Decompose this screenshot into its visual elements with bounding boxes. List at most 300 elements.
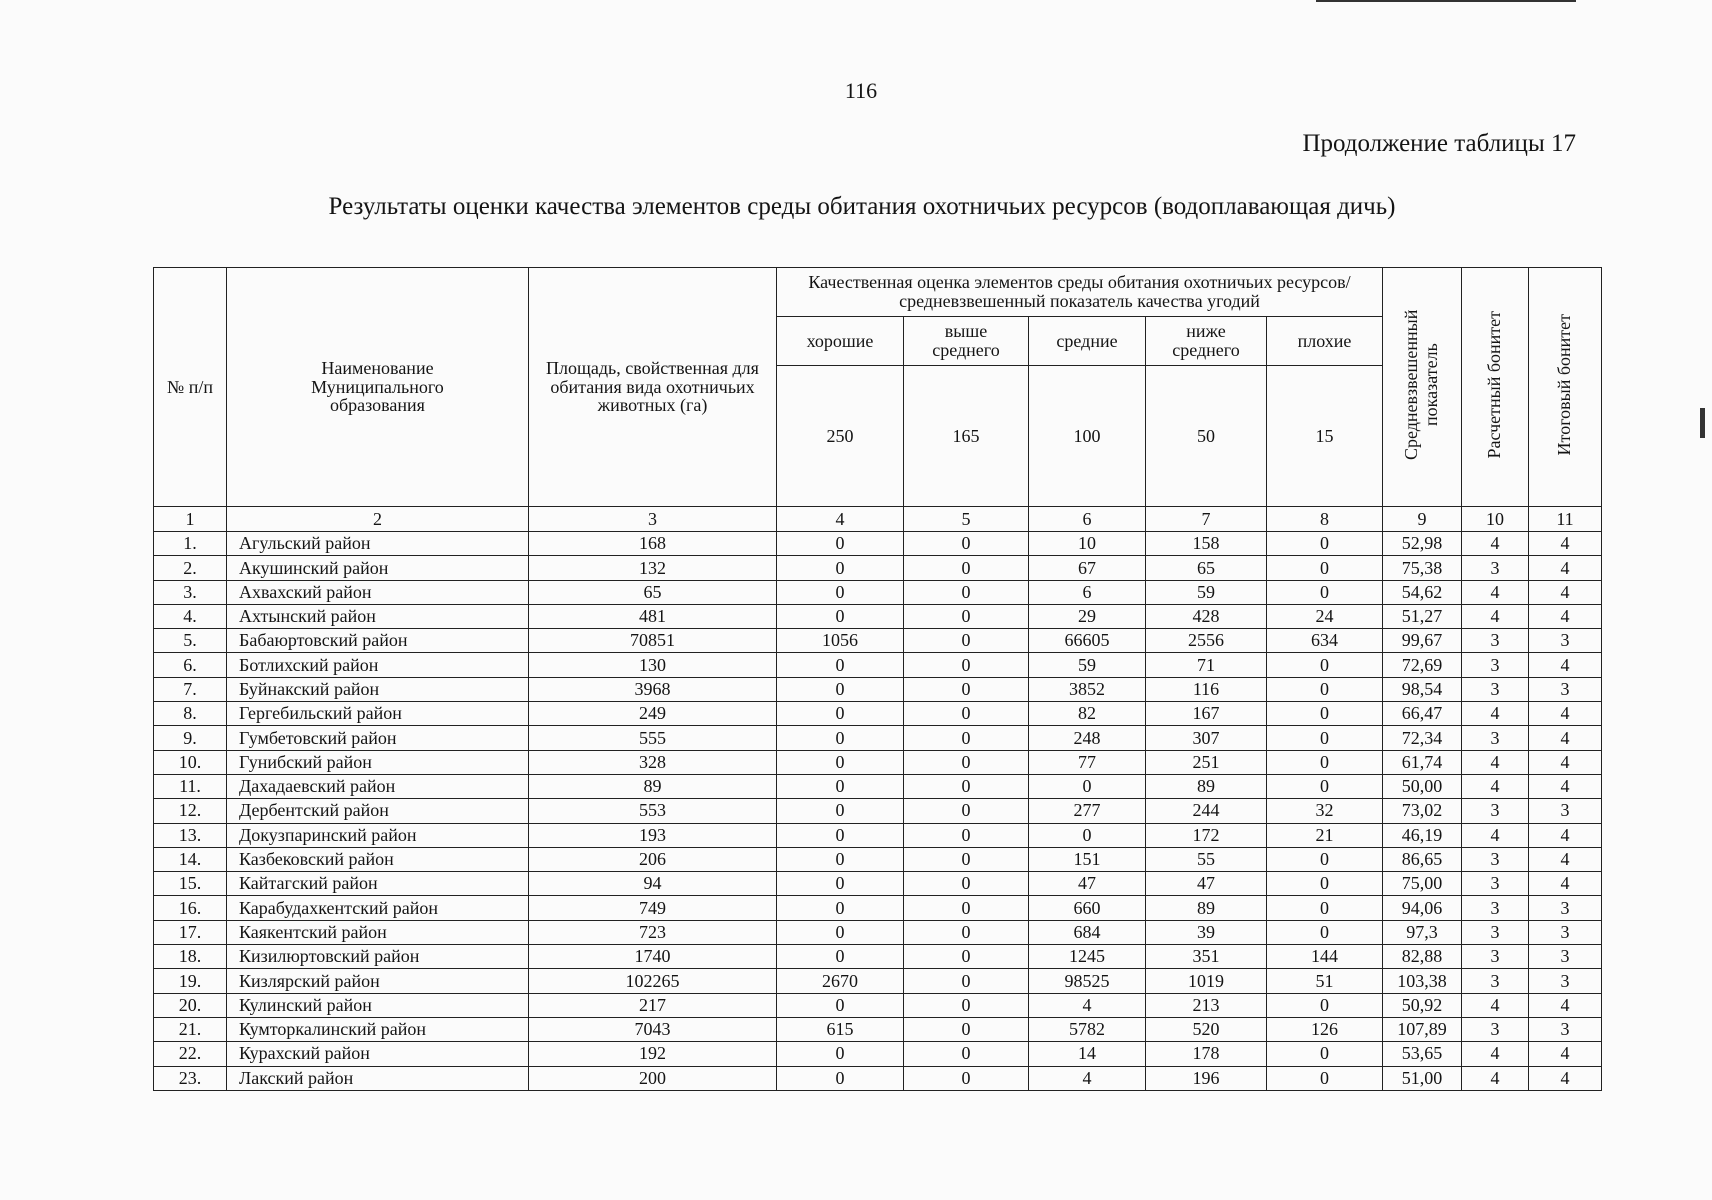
municipality-name: Акушинский район [227,556,529,580]
row-number: 1. [154,532,227,556]
average-value: 98525 [1029,969,1146,993]
continuation-label: Продолжение таблицы 17 [1302,130,1576,157]
average-value: 10 [1029,532,1146,556]
good-value: 0 [777,774,904,798]
habitat-area: 168 [529,532,777,556]
municipality-name: Кайтагский район [227,872,529,896]
column-number: 4 [777,507,904,532]
municipality-name: Докузпаринский район [227,823,529,847]
final-bonitet-value: 4 [1529,556,1602,580]
above-average-value: 0 [904,969,1029,993]
below-average-value: 89 [1146,774,1267,798]
average-value: 4 [1029,993,1146,1017]
calc-bonitet-value: 4 [1462,702,1529,726]
row-number: 3. [154,580,227,604]
below-average-value: 520 [1146,1017,1267,1041]
calc-bonitet-value: 3 [1462,847,1529,871]
above-average-value: 0 [904,1017,1029,1041]
good-value: 0 [777,993,904,1017]
municipality-name: Кулинский район [227,993,529,1017]
column-number: 1 [154,507,227,532]
header-calc-bonitet [1462,268,1529,507]
table-body [154,532,1602,1091]
municipality-name: Кизилюртовский район [227,945,529,969]
final-bonitet-value: 3 [1529,896,1602,920]
average-value: 67 [1029,556,1146,580]
calc-bonitet-value: 3 [1462,653,1529,677]
habitat-area: 130 [529,653,777,677]
average-value: 66605 [1029,629,1146,653]
page-number: 116 [844,78,878,103]
calc-bonitet-value: 4 [1462,774,1529,798]
calc-bonitet-value: 3 [1462,896,1529,920]
habitat-area: 217 [529,993,777,1017]
good-value: 0 [777,1066,904,1090]
final-bonitet-value: 4 [1529,993,1602,1017]
row-number: 9. [154,726,227,750]
good-value: 0 [777,726,904,750]
weighted-value: 75,00 [1383,872,1462,896]
row-number: 6. [154,653,227,677]
bad-value: 51 [1267,969,1383,993]
below-average-value: 244 [1146,799,1267,823]
municipality-name: Дербентский район [227,799,529,823]
calc-bonitet-value: 3 [1462,945,1529,969]
calc-bonitet-value: 4 [1462,604,1529,628]
weighted-value: 107,89 [1383,1017,1462,1041]
row-number: 7. [154,677,227,701]
good-value: 2670 [777,969,904,993]
average-value: 14 [1029,1042,1146,1066]
bad-value: 0 [1267,847,1383,871]
below-average-value: 116 [1146,677,1267,701]
bad-value: 0 [1267,726,1383,750]
table-row [154,1042,1602,1066]
weighted-value: 72,69 [1383,653,1462,677]
municipality-name: Казбековский район [227,847,529,871]
calc-bonitet-value: 4 [1462,532,1529,556]
table-row [154,993,1602,1017]
weighted-value: 98,54 [1383,677,1462,701]
above-average-value: 0 [904,896,1029,920]
above-average-value: 0 [904,702,1029,726]
above-average-value: 0 [904,799,1029,823]
row-number: 5. [154,629,227,653]
weighted-value: 51,27 [1383,604,1462,628]
municipality-name: Дахадаевский район [227,774,529,798]
below-average-value: 213 [1146,993,1267,1017]
calc-bonitet-value: 4 [1462,993,1529,1017]
header-weighted [1383,268,1462,507]
habitat-area: 200 [529,1066,777,1090]
average-value: 0 [1029,823,1146,847]
average-value: 277 [1029,799,1146,823]
table-row [154,799,1602,823]
header-average: средние [1029,317,1146,366]
table-row [154,580,1602,604]
bad-value: 0 [1267,556,1383,580]
final-bonitet-value: 3 [1529,969,1602,993]
habitat-area: 481 [529,604,777,628]
habitat-area: 94 [529,872,777,896]
good-value: 0 [777,556,904,580]
row-number: 2. [154,556,227,580]
final-bonitet-value: 4 [1529,872,1602,896]
final-bonitet-value: 4 [1529,726,1602,750]
bad-value: 0 [1267,872,1383,896]
bad-value: 144 [1267,945,1383,969]
good-value: 0 [777,580,904,604]
average-value: 82 [1029,702,1146,726]
row-number: 10. [154,750,227,774]
column-number: 10 [1462,507,1529,532]
above-average-value: 0 [904,920,1029,944]
above-average-value: 0 [904,847,1029,871]
calc-bonitet-value: 3 [1462,677,1529,701]
good-value: 0 [777,604,904,628]
table-row [154,604,1602,628]
municipality-name: Ахтынский район [227,604,529,628]
final-bonitet-value: 3 [1529,920,1602,944]
header-bad: плохие [1267,317,1383,366]
municipality-name: Агульский район [227,532,529,556]
habitat-area: 206 [529,847,777,871]
column-number-row [154,507,1602,532]
bad-value: 0 [1267,774,1383,798]
good-value: 0 [777,872,904,896]
habitat-area: 1740 [529,945,777,969]
good-value: 0 [777,920,904,944]
average-value: 77 [1029,750,1146,774]
header-good: хорошие [777,317,904,366]
good-value: 0 [777,847,904,871]
weight-above-average: 165 [904,366,1029,507]
row-number: 19. [154,969,227,993]
below-average-value: 47 [1146,872,1267,896]
average-value: 4 [1029,1066,1146,1090]
below-average-value: 55 [1146,847,1267,871]
table-row [154,872,1602,896]
municipality-name: Лакский район [227,1066,529,1090]
final-bonitet-value: 4 [1529,580,1602,604]
row-number: 8. [154,702,227,726]
below-average-value: 71 [1146,653,1267,677]
table-row [154,847,1602,871]
table-row [154,823,1602,847]
weighted-value: 61,74 [1383,750,1462,774]
habitat-area: 749 [529,896,777,920]
municipality-name: Ботлихский район [227,653,529,677]
habitat-area: 102265 [529,969,777,993]
header-above-average: выше среднего [904,317,1029,366]
bad-value: 0 [1267,896,1383,920]
weight-bad: 15 [1267,366,1383,507]
bad-value: 0 [1267,1042,1383,1066]
table-row [154,969,1602,993]
table-row [154,677,1602,701]
table-row [154,945,1602,969]
final-bonitet-value: 4 [1529,750,1602,774]
below-average-value: 167 [1146,702,1267,726]
header-weighted-text: Средневзвешенный показатель [1401,309,1441,461]
calc-bonitet-value: 4 [1462,1042,1529,1066]
final-bonitet-value: 3 [1529,1017,1602,1041]
header-area: Площадь, свойственная для обитания вида охотничьих животных (га) [529,268,777,507]
weighted-value: 99,67 [1383,629,1462,653]
column-number: 6 [1029,507,1146,532]
weighted-value: 94,06 [1383,896,1462,920]
below-average-value: 428 [1146,604,1267,628]
weighted-value: 66,47 [1383,702,1462,726]
average-value: 660 [1029,896,1146,920]
column-number: 8 [1267,507,1383,532]
good-value: 0 [777,702,904,726]
calc-bonitet-value: 3 [1462,629,1529,653]
below-average-value: 2556 [1146,629,1267,653]
above-average-value: 0 [904,1042,1029,1066]
average-value: 684 [1029,920,1146,944]
row-number: 21. [154,1017,227,1041]
above-average-value: 0 [904,726,1029,750]
municipality-name: Кизлярский район [227,969,529,993]
weighted-value: 86,65 [1383,847,1462,871]
final-bonitet-value: 3 [1529,945,1602,969]
row-number: 12. [154,799,227,823]
below-average-value: 307 [1146,726,1267,750]
average-value: 151 [1029,847,1146,871]
weighted-value: 73,02 [1383,799,1462,823]
final-bonitet-value: 4 [1529,1066,1602,1090]
row-number: 13. [154,823,227,847]
final-bonitet-value: 4 [1529,774,1602,798]
calc-bonitet-value: 3 [1462,872,1529,896]
table-row [154,1066,1602,1090]
municipality-name: Каякентский район [227,920,529,944]
good-value: 615 [777,1017,904,1041]
above-average-value: 0 [904,677,1029,701]
above-average-value: 0 [904,1066,1029,1090]
municipality-name: Гумбетовский район [227,726,529,750]
weighted-value: 75,38 [1383,556,1462,580]
weighted-value: 82,88 [1383,945,1462,969]
header-final-bonitet [1529,268,1602,507]
document-title: Результаты оценки качества элементов среды обитания охотничьих ресурсов (водоплавающая дичь) [328,193,1396,220]
good-value: 0 [777,750,904,774]
weighted-value: 52,98 [1383,532,1462,556]
bad-value: 0 [1267,920,1383,944]
below-average-value: 59 [1146,580,1267,604]
bad-value: 32 [1267,799,1383,823]
final-bonitet-value: 4 [1529,823,1602,847]
header-name: Наименование Муниципального образования [227,268,529,507]
row-number: 4. [154,604,227,628]
bad-value: 21 [1267,823,1383,847]
weight-below-average: 50 [1146,366,1267,507]
bad-value: 0 [1267,677,1383,701]
final-bonitet-value: 4 [1529,532,1602,556]
table-row [154,774,1602,798]
table-row [154,920,1602,944]
above-average-value: 0 [904,823,1029,847]
final-bonitet-value: 4 [1529,702,1602,726]
average-value: 47 [1029,872,1146,896]
calc-bonitet-value: 3 [1462,556,1529,580]
header-quality-group: Качественная оценка элементов среды обитания охотничьих ресурсов/средневзвешенный показатель качества угодий [777,268,1383,317]
weighted-value: 72,34 [1383,726,1462,750]
weighted-value: 53,65 [1383,1042,1462,1066]
weighted-value: 50,00 [1383,774,1462,798]
weighted-value: 103,38 [1383,969,1462,993]
weighted-value: 54,62 [1383,580,1462,604]
above-average-value: 0 [904,532,1029,556]
table-row [154,896,1602,920]
bad-value: 126 [1267,1017,1383,1041]
weight-average: 100 [1029,366,1146,507]
good-value: 0 [777,823,904,847]
below-average-value: 172 [1146,823,1267,847]
bad-value: 0 [1267,750,1383,774]
below-average-value: 89 [1146,896,1267,920]
habitat-area: 555 [529,726,777,750]
habitat-area: 3968 [529,677,777,701]
weighted-value: 46,19 [1383,823,1462,847]
row-number: 23. [154,1066,227,1090]
header-final-bonitet-text: Итоговый бонитет [1554,314,1575,456]
below-average-value: 351 [1146,945,1267,969]
average-value: 29 [1029,604,1146,628]
bad-value: 0 [1267,702,1383,726]
calc-bonitet-value: 3 [1462,799,1529,823]
column-number: 2 [227,507,529,532]
calc-bonitet-value: 4 [1462,1066,1529,1090]
good-value: 0 [777,945,904,969]
above-average-value: 0 [904,629,1029,653]
scan-edge-mark [1700,408,1705,438]
municipality-name: Карабудахкентский район [227,896,529,920]
below-average-value: 196 [1146,1066,1267,1090]
table-row [154,653,1602,677]
final-bonitet-value: 4 [1529,847,1602,871]
bad-value: 0 [1267,532,1383,556]
bad-value: 634 [1267,629,1383,653]
table-header [154,268,1602,532]
row-number: 18. [154,945,227,969]
row-number: 20. [154,993,227,1017]
good-value: 0 [777,1042,904,1066]
final-bonitet-value: 4 [1529,653,1602,677]
average-value: 6 [1029,580,1146,604]
below-average-value: 158 [1146,532,1267,556]
below-average-value: 1019 [1146,969,1267,993]
habitat-area: 65 [529,580,777,604]
header-below-average: ниже среднего [1146,317,1267,366]
row-number: 14. [154,847,227,871]
average-value: 248 [1029,726,1146,750]
header-calc-bonitet-text: Расчетный бонитет [1484,311,1505,459]
average-value: 59 [1029,653,1146,677]
habitat-area: 192 [529,1042,777,1066]
results-table [153,267,1602,1091]
below-average-value: 39 [1146,920,1267,944]
calc-bonitet-value: 3 [1462,920,1529,944]
habitat-area: 70851 [529,629,777,653]
average-value: 1245 [1029,945,1146,969]
habitat-area: 7043 [529,1017,777,1041]
municipality-name: Кумторкалинский район [227,1017,529,1041]
good-value: 1056 [777,629,904,653]
habitat-area: 132 [529,556,777,580]
habitat-area: 723 [529,920,777,944]
municipality-name: Ахвахский район [227,580,529,604]
bad-value: 0 [1267,993,1383,1017]
bad-value: 0 [1267,1066,1383,1090]
final-bonitet-value: 3 [1529,629,1602,653]
bad-value: 0 [1267,580,1383,604]
table-row [154,532,1602,556]
average-value: 0 [1029,774,1146,798]
below-average-value: 251 [1146,750,1267,774]
final-bonitet-value: 4 [1529,1042,1602,1066]
row-number: 16. [154,896,227,920]
scan-edge-line [1316,0,1576,2]
column-number: 11 [1529,507,1602,532]
habitat-area: 328 [529,750,777,774]
good-value: 0 [777,896,904,920]
table-row [154,1017,1602,1041]
above-average-value: 0 [904,604,1029,628]
calc-bonitet-value: 4 [1462,580,1529,604]
weighted-value: 51,00 [1383,1066,1462,1090]
table-row [154,702,1602,726]
table-row [154,726,1602,750]
above-average-value: 0 [904,653,1029,677]
good-value: 0 [777,532,904,556]
column-number: 9 [1383,507,1462,532]
weighted-value: 97,3 [1383,920,1462,944]
bad-value: 24 [1267,604,1383,628]
good-value: 0 [777,677,904,701]
weight-good: 250 [777,366,904,507]
municipality-name: Буйнакский район [227,677,529,701]
final-bonitet-value: 4 [1529,604,1602,628]
column-number: 5 [904,507,1029,532]
good-value: 0 [777,799,904,823]
above-average-value: 0 [904,750,1029,774]
calc-bonitet-value: 4 [1462,823,1529,847]
above-average-value: 0 [904,945,1029,969]
bad-value: 0 [1267,653,1383,677]
habitat-area: 89 [529,774,777,798]
calc-bonitet-value: 3 [1462,1017,1529,1041]
final-bonitet-value: 3 [1529,799,1602,823]
above-average-value: 0 [904,774,1029,798]
municipality-name: Курахский район [227,1042,529,1066]
calc-bonitet-value: 3 [1462,969,1529,993]
weighted-value: 50,92 [1383,993,1462,1017]
row-number: 17. [154,920,227,944]
row-number: 15. [154,872,227,896]
below-average-value: 65 [1146,556,1267,580]
column-number: 3 [529,507,777,532]
above-average-value: 0 [904,580,1029,604]
table-row [154,629,1602,653]
good-value: 0 [777,653,904,677]
calc-bonitet-value: 3 [1462,726,1529,750]
table-row [154,750,1602,774]
habitat-area: 249 [529,702,777,726]
column-number: 7 [1146,507,1267,532]
habitat-area: 553 [529,799,777,823]
